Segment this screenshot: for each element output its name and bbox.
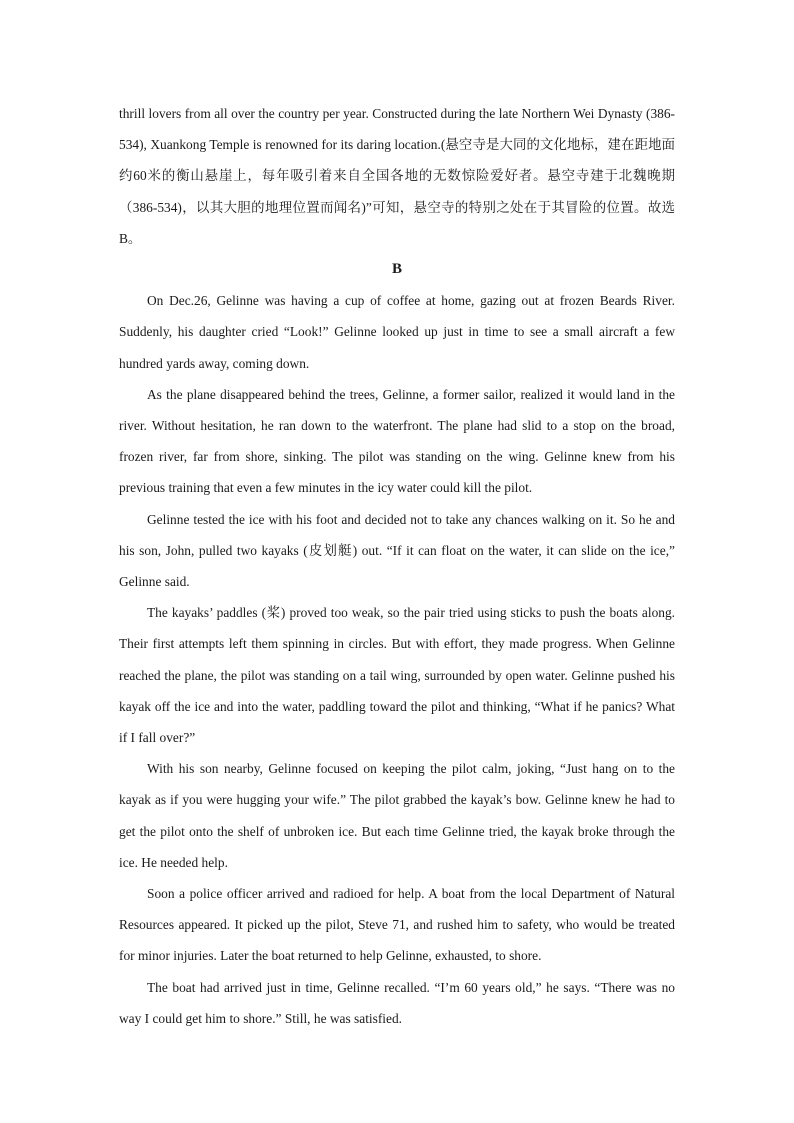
story-paragraph-1: On Dec.26, Gelinne was having a cup of coffee at home, gazing out at frozen Beards River. Suddenly, his daughter cried “Look!” Gelinne looked up just in time to see a small aircraft a few hundred yards away, coming down. [119,293,675,371]
story-paragraph-6: Soon a police officer arrived and radioed for help. A boat from the local Department of Natural Resources appeared. It picked up the pilot, Steve 71, and rushed him to safety, who would be treated for minor injuries. Later the boat returned to help Gelinne, exhausted, to shore. [119,886,675,964]
story-paragraph-2: As the plane disappeared behind the trees, Gelinne, a former sailor, realized it would land in the river. Without hesitation, he ran down to the waterfront. The plane had slid to a stop on the broad, frozen river, far from shore, sinking. The pilot was standing on the wing. Gelinne knew from his previous training that even a few minutes in the icy water could kill the pilot. [119,386,675,496]
story-paragraph-7: The boat had arrived just in time, Gelinne recalled. “I’m 60 years old,” he says. “There was no way I could get him to shore.” Still, he was satisfied. [119,979,675,1026]
document-page [119,98,675,1034]
story-paragraph-5: With his son nearby, Gelinne focused on keeping the pilot calm, joking, “Just hang on to the kayak as if you were hugging your wife.” The pilot grabbed the kayak’s bow. Gelinne knew he had to get the pilot onto the shelf of unbroken ice. But each time Gelinne tried, the kayak broke through the ice. He needed help. [119,761,675,870]
story-paragraph-3: Gelinne tested the ice with his foot and decided not to take any chances walking on it. So he and his son, John, pulled two kayaks (皮划艇) out. “If it can float on the water, it can slide on the ice,” Gelinne said. [119,511,675,590]
section-heading: B [391,261,402,278]
story-paragraph-4: The kayaks’ paddles (桨) proved too weak, so the pair tried using sticks to push the boats along. Their first attempts left them spinning in circles. But with effort, they made progress. When Gelinne reached the plane, the pilot was standing on a tail wing, surrounded by open water. Gelinne pushed his kayak off the ice and into the water, paddling toward the pilot and thinking, “What if he panics? What if I fall over?” [119,605,675,746]
intro-paragraph: thrill lovers from all over the country per year. Constructed during the late Northern Wei Dynasty (386-534), Xuankong Temple is renowned for its daring location.(悬空寺是大同的文化地标，建在距地面约60米的衡山悬崖上，每年吸引着来自全国各地的无数惊险爱好者。悬空寺建于北魏晚期（386-534)，以其大胆的地理位置而闻名)”可知，悬空寺的特别之处在于其冒险的位置。故选B。 [119,106,675,246]
